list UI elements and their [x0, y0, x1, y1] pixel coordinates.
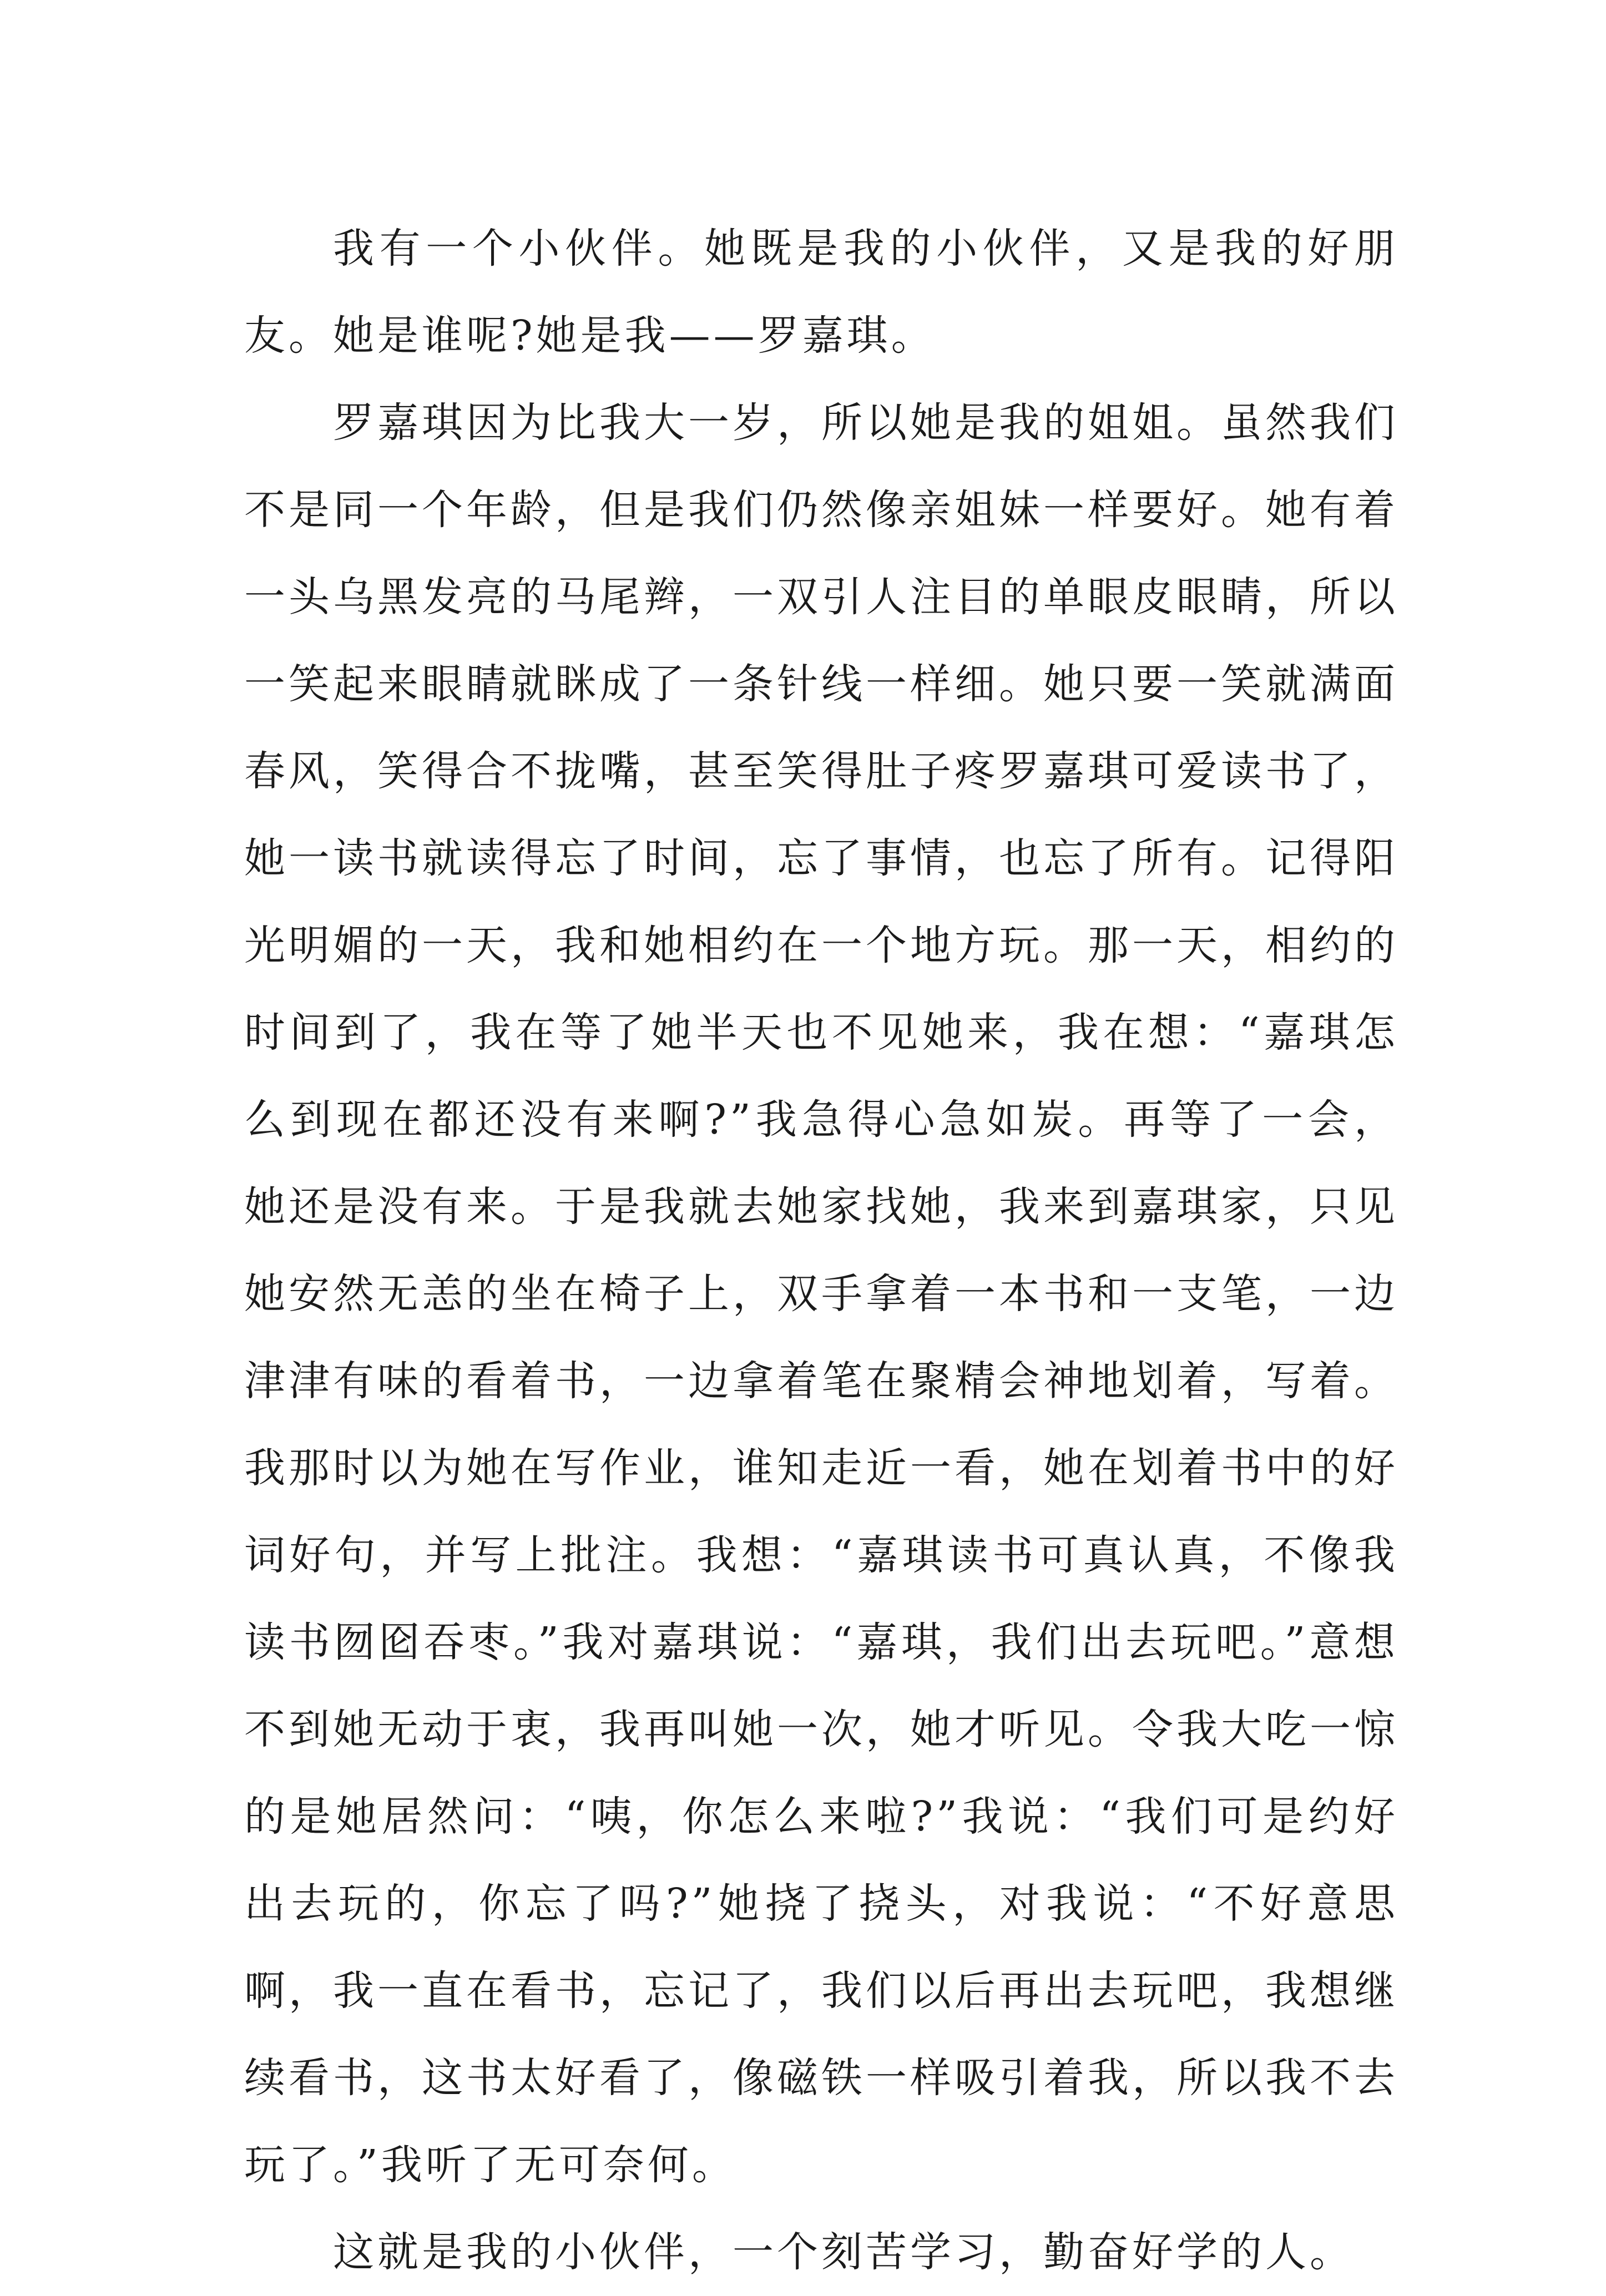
- document-body: [244, 205, 1398, 2296]
- paragraph-2: 罗嘉琪因为比我大一岁，所以她是我的姐姐。虽然我们不是同一个年龄，但是我们仍然像亲姐妹一样要好。她有着一头乌黑发亮的马尾辫，一双引人注目的单眼皮眼睛，所以一笑起来眼睛就眯成了一条针线一样细。她只要一笑就满面春风，笑得合不拢嘴，甚至笑得肚子疼罗嘉琪可爱读书了，她一读书就读得忘了时间，忘了事情，也忘了所有。记得阳光明媚的一天，我和她相约在一个地方玩。那一天，相约的时间到了，我在等了她半天也不见她来，我在想：“嘉琪怎么到现在都还没有来啊?”我急得心急如炭。再等了一会，她还是没有来。于是我就去她家找她，我来到嘉琪家，只见她安然无恙的坐在椅子上，双手拿着一本书和一支笔，一边津津有味的看着书，一边拿着笔在聚精会神地划着，写着。我那时以为她在写作业，谁知走近一看，她在划着书中的好词好句，并写上批注。我想：“嘉琪读书可真认真，不像我读书囫囵吞枣。”我对嘉琪说：“嘉琪，我们出去玩吧。”意想不到她无动于衷，我再叫她一次，她才听见。令我大吃一惊的是她居然问：“咦，你怎么来啦?”我说：“我们可是约好出去玩的，你忘了吗?”她挠了挠头，对我说：“不好意思啊，我一直在看书，忘记了，我们以后再出去玩吧，我想继续看书，这书太好看了，像磁铁一样吸引着我，所以我不去玩了。”我听了无可奈何。: [244, 399, 1398, 2189]
- paragraph-1: 我有一个小伙伴。她既是我的小伙伴，又是我的好朋友。她是谁呢?她是我——罗嘉琪。: [244, 225, 1398, 360]
- paragraph-3: 这就是我的小伙伴，一个刻苦学习，勤奋好学的人。: [333, 2228, 1354, 2276]
